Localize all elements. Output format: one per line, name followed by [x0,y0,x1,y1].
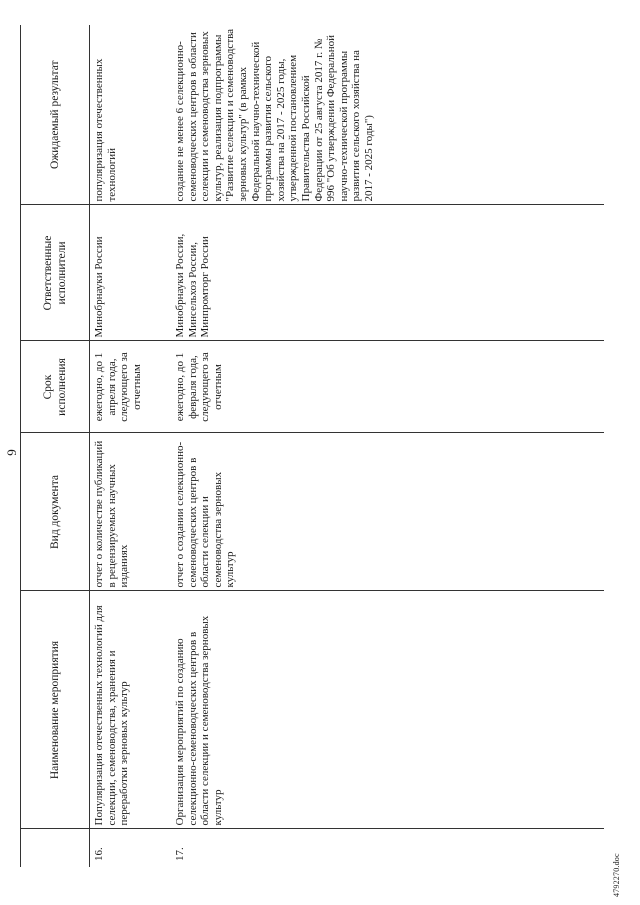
row-doc-type: отчет о создании селекционно-семеноводческих центров в области селекции и семеноводства зерновых культур [171,433,604,591]
document-id: 4792270.doc [612,853,621,897]
row-name: Организация мероприятий по созданию селекционно-семеноводческих центров в области селекции и семеноводства зерновых культур [171,591,604,829]
header-doc-type: Вид документа [21,433,90,591]
table-row [171,25,604,867]
row-doc-type: отчет о количестве публикаций в рецензируемых научных изданиях [90,433,172,591]
header-executors: Ответственные исполнители [21,205,90,341]
row-result: популяризация отечественных технологий [90,25,172,205]
page-number: 9 [4,449,19,456]
row-number: 17. [174,847,186,861]
row-deadline: ежегодно, до 1 февраля года, следующего за отчетным [171,341,604,433]
row-number: 16. [93,847,105,861]
table-header-row [21,25,90,867]
row-deadline: ежегодно, до 1 апреля года, следующего за отчетным [90,341,172,433]
table-row [90,25,172,867]
header-deadline: Срок исполнения [21,341,90,433]
header-number [21,829,90,867]
row-result: создание не менее 6 селекционно-семеноводческих центров в области селекции и семеноводства зерновых культур, реализация подпрограммы "Развитие селекции и семеноводства зерновых культур" (в рамках Федеральной научно-технической программы развития сельского хозяйства на 2017 - 2025 годы, утвержденной постановлением Правительства Российской Федерации от 25 августа 2017 г. № 996 "Об утверждении Федеральной научно-технической программы развития сельского хозяйства на 2017 - 2025 годы") [171,25,604,205]
row-executors: Минобрнауки России [90,205,172,341]
row-name: Популяризация отечественных технологий для селекции, семеноводства, хранения и переработки зерновых культур [90,591,172,829]
row-executors: Минобрнауки России, Минсельхоз России, Минпромторг России [171,205,604,341]
header-name: Наименование мероприятия [21,591,90,829]
header-result: Ожидаемый результат [21,25,90,205]
measures-table [20,25,604,867]
